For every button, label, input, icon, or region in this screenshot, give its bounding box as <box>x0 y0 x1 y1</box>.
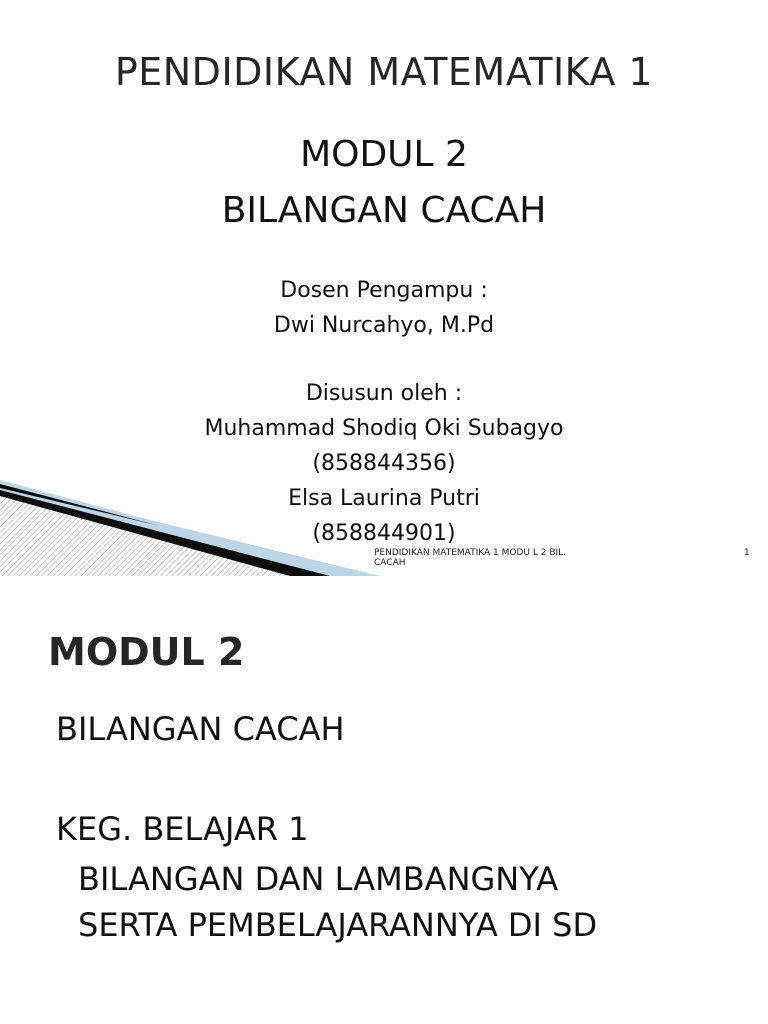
slide-footer: PENDIDIKAN MATEMATIKA 1 MODU L 2 BIL. CACAH <box>374 548 567 568</box>
main-title: PENDIDIKAN MATEMATIKA 1 <box>114 50 654 94</box>
author-1-id: (858844356) <box>312 451 456 476</box>
lecturer-label: Dosen Pengampu : <box>280 278 488 303</box>
author-label: Disusun oleh : <box>305 381 463 406</box>
slide-2-title: MODUL 2 <box>48 630 245 674</box>
author-2-name: Elsa Laurina Putri <box>288 486 480 511</box>
subtitle-modul: MODUL 2 <box>300 134 468 175</box>
topic-line: BILANGAN CACAH <box>56 710 345 748</box>
slide-2 <box>0 584 768 1024</box>
activity-desc-line-1: BILANGAN DAN LAMBANGNYA <box>78 860 559 898</box>
author-2-id: (858844901) <box>312 521 456 546</box>
author-1-name: Muhammad Shodiq Oki Subagyo <box>204 416 564 441</box>
lecturer-name: Dwi Nurcahyo, M.Pd <box>273 313 495 338</box>
page-number: 1 <box>744 548 750 558</box>
activity-desc-line-2: SERTA PEMBELAJARANNYA DI SD <box>78 906 598 944</box>
subtitle-bilangan: BILANGAN CACAH <box>221 190 547 231</box>
activity-line: KEG. BELAJAR 1 <box>56 810 309 848</box>
